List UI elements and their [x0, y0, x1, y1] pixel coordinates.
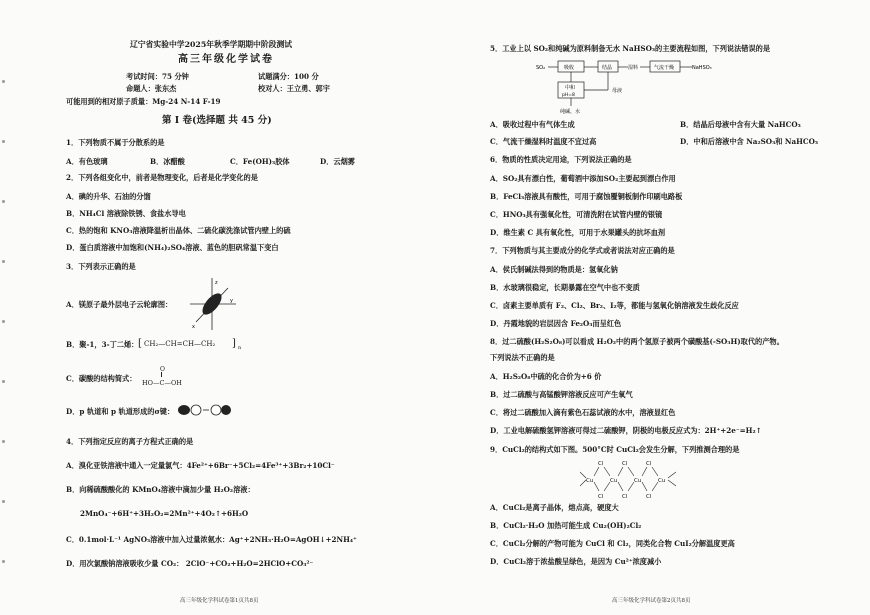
q8-option-d: D．工业电解硫酸氢钾溶液可得过二硫酸钾，阴极的电极反应式为：2H⁺+2e⁻=H₂↑: [490, 426, 762, 435]
flow-absorb: 吸收: [564, 65, 575, 71]
svg-text:z: z: [215, 280, 218, 286]
q8-stem: 8．过二硫酸(H₂S₂O₈)可以看成 H₂O₂中的两个氢原子被两个磺酸基(-SO₃H)取代的产物。: [490, 337, 784, 346]
s-orbital-diagram: [186, 276, 238, 332]
q4-option-d: D．用次氯酸钠溶液吸收少量 CO₂： 2ClO⁻+CO₂+H₂O=2HClO+CO₃²⁻: [66, 559, 314, 568]
q2-stem: 2．下列各组变化中，前者是物理变化，后者是化学变化的是: [66, 173, 258, 182]
atomic-mass-note: 可能用到的相对原子质量：Mg-24 N-14 F-19: [66, 97, 221, 106]
svg-text:Cu: Cu: [634, 478, 642, 484]
cucl2-chain-structure: [580, 458, 690, 500]
exam-reviewers: 校对人：王立勇、郭宇: [258, 84, 330, 93]
q8-stem-continued: 下列说法不正确的是: [490, 353, 555, 362]
q5-option-d: D．中和后溶液中含 Na₂SO₃和 NaHCO₃: [680, 137, 819, 146]
q5-flow-diagram: [536, 58, 726, 116]
svg-text:Cl: Cl: [646, 461, 652, 467]
q1-option-b: B．冰醋酸: [150, 157, 185, 166]
q7-option-c: C．卤素主要单质有 F₂、Cl₂、Br₂、I₂等，都能与氢氧化钠溶液发生歧化反应: [490, 301, 739, 310]
q6-option-b: B．FeCl₃溶液具有酸性，可用于腐蚀覆铜板制作印刷电路板: [490, 192, 683, 201]
q1-stem: 1．下列物质不属于分散系的是: [66, 138, 165, 147]
left-page-footer: 高三年级化学科试卷第1页共8页: [180, 598, 259, 604]
svg-text:Cu: Cu: [658, 478, 666, 484]
q9-option-b: B．CuCl₂·H₂O 加热可能生成 Cu₂(OH)₂Cl₂: [490, 521, 642, 530]
school-title: 辽宁省实验中学2025年秋季学期期中阶段测试: [130, 40, 293, 49]
q7-stem: 7．下列物质与其主要成分的化学式或者说法对应正确的是: [490, 246, 675, 255]
q4-option-b-equation: 2MnO₄⁻+6H⁺+3H₂O₂=2Mn²⁺+4O₂↑+6H₂O: [80, 509, 249, 518]
svg-text:Cl: Cl: [622, 494, 628, 500]
svg-text:Cl: Cl: [598, 461, 604, 467]
q9-stem: 9．CuCl₂的结构式如下图。500°C时 CuCl₂会发生分解，下列推测合理的是: [490, 445, 740, 454]
q7-option-b: B．水玻璃很稳定，长期暴露在空气中也不变质: [490, 283, 640, 292]
q8-option-c: C．将过二硫酸加入滴有紫色石蕊试液的水中，溶液显红色: [490, 408, 676, 417]
q3-option-d: D．p 轨道和 p 轨道形成的σ键：: [66, 407, 175, 416]
svg-text:Cl: Cl: [622, 461, 628, 467]
svg-text:Cl: Cl: [646, 494, 652, 500]
q6-option-d: D．维生素 C 具有氧化性，可用于水果罐头的抗坏血剂: [490, 228, 666, 237]
q4-option-a: A．溴化亚铁溶液中通入一定量氯气：4Fe²⁺+6Br⁻+5Cl₂=4Fe³⁺+3Br₂+10Cl⁻: [66, 461, 335, 470]
q5-option-b: B．结晶后母液中含有大量 NaHCO₃: [680, 120, 801, 129]
q2-option-a: A．碘的升华、石油的分馏: [66, 192, 151, 201]
svg-text:Cl: Cl: [598, 494, 604, 500]
q5-stem: 5．工业上以 SO₂和纯碱为原料制备无水 NaHSO₃的主要流程如图，下列说法错误的是: [490, 44, 771, 53]
q4-option-c: C．0.1mol·L⁻¹ AgNO₃溶液中加入过量浓氨水：Ag⁺+2NH₃·H₂O=AgOH↓+2NH₄⁺: [66, 535, 357, 544]
q6-option-a: A．SO₂具有漂白性，葡萄酒中添加SO₂主要起到漂白作用: [490, 174, 676, 183]
q2-option-b: B．NH₄Cl 溶液除铁锈、食盐水导电: [66, 209, 186, 218]
flow-dry: 气流干燥: [654, 65, 675, 71]
right-column: [440, 0, 870, 615]
polymer-bracket-open: [: [138, 338, 142, 349]
flow-neutral: 中和: [565, 85, 576, 91]
flow-product: NaHSO₃: [692, 65, 712, 71]
flow-so2: SO₂: [536, 65, 546, 71]
q1-option-d: D．云烟雾: [320, 157, 355, 166]
q8-option-a: A．H₂S₂O₈中硫的化合价为+6 价: [490, 372, 602, 381]
q9-option-d: D．CuCl₂溶于浓盐酸呈绿色，是因为 Cu²⁺浓度减小: [490, 557, 662, 566]
q3-stem: 3．下列表示正确的是: [66, 262, 136, 271]
exam-time: 考试时间：75 分钟: [126, 72, 189, 81]
carbonic-acid-formula: HO—C—OH: [142, 379, 182, 387]
q2-option-c: C．热的饱和 KNO₃溶液降温析出晶体、二硫化碳洗涤试管内壁上的硫: [66, 226, 291, 235]
flow-mother: 母液: [612, 88, 623, 94]
polymer-bracket-close: ]: [232, 338, 236, 349]
q3-option-c-prefix: C．碳酸的结构简式：: [66, 374, 137, 383]
svg-text:Cu: Cu: [610, 478, 618, 484]
q9-option-a: A．CuCl₂是离子晶体，熔点高，硬度大: [490, 503, 619, 512]
q8-option-b: B．过二硫酸与高锰酸钾溶液反应可产生氧气: [490, 390, 633, 399]
flow-crystal: 结晶: [602, 65, 613, 71]
polymer-subscript-n: n: [238, 345, 242, 351]
exam-author: 命题人：张东杰: [126, 84, 177, 93]
flow-wet: 湿料: [628, 65, 639, 71]
section-title: 第 Ⅰ 卷(选择题 共 45 分): [162, 115, 272, 126]
carbonic-acid-oxygen: O: [160, 366, 165, 373]
q1-option-a: A．有色玻璃: [66, 157, 108, 166]
svg-text:Cu: Cu: [586, 478, 594, 484]
polymer-repeat-unit: CH₂—CH=CH—CH₂: [144, 340, 216, 348]
flow-ph: pH=8: [562, 93, 575, 98]
q6-stem: 6．物质的性质决定用途，下列说法正确的是: [490, 155, 632, 164]
q1-option-c: C．Fe(OH)₃胶体: [230, 157, 290, 166]
right-page-footer: 高三年级化学科试卷第2页共8页: [612, 598, 691, 604]
q4-option-b: B．向稀硫酸酸化的 KMnO₄溶液中滴加少量 H₂O₂溶液：: [66, 485, 255, 494]
sigma-bond-diagram: [176, 398, 232, 422]
q3-option-a: A．镁原子最外层电子云轮廓图：: [66, 300, 173, 309]
q5-option-c: C．气流干燥湿料时温度不宜过高: [490, 137, 597, 146]
q9-option-c: C．CuCl₂分解的产物可能为 CuCl 和 Cl₂，同类化合物 CuI₂分解温度更高: [490, 539, 735, 548]
q7-option-d: D．丹霞地貌的岩层因含 Fe₂O₃而呈红色: [490, 319, 622, 328]
q4-stem: 4．下列指定反应的离子方程式正确的是: [66, 437, 194, 446]
svg-text:x: x: [192, 324, 195, 330]
exam-subtitle: 高三年级化学试卷: [178, 54, 274, 65]
flow-input: 纯碱、水: [560, 109, 581, 115]
svg-text:y: y: [230, 298, 233, 304]
q2-option-d: D．蛋白质溶液中加饱和(NH₄)₂SO₄溶液、蓝色的胆矾常温下变白: [66, 243, 279, 252]
exam-score: 试题满分：100 分: [258, 72, 319, 81]
carbonic-acid-double-bond: [161, 372, 162, 377]
q3-option-b-prefix: B．聚-1，3-丁二烯：: [66, 340, 139, 349]
q7-option-a: A．侯氏制碱法得到的物质是：氢氧化钠: [490, 265, 618, 274]
q6-option-c: C．HNO₃具有强氧化性，可清洗附在试管内壁的银镜: [490, 210, 663, 219]
q5-option-a: A．吸收过程中有气体生成: [490, 120, 575, 129]
